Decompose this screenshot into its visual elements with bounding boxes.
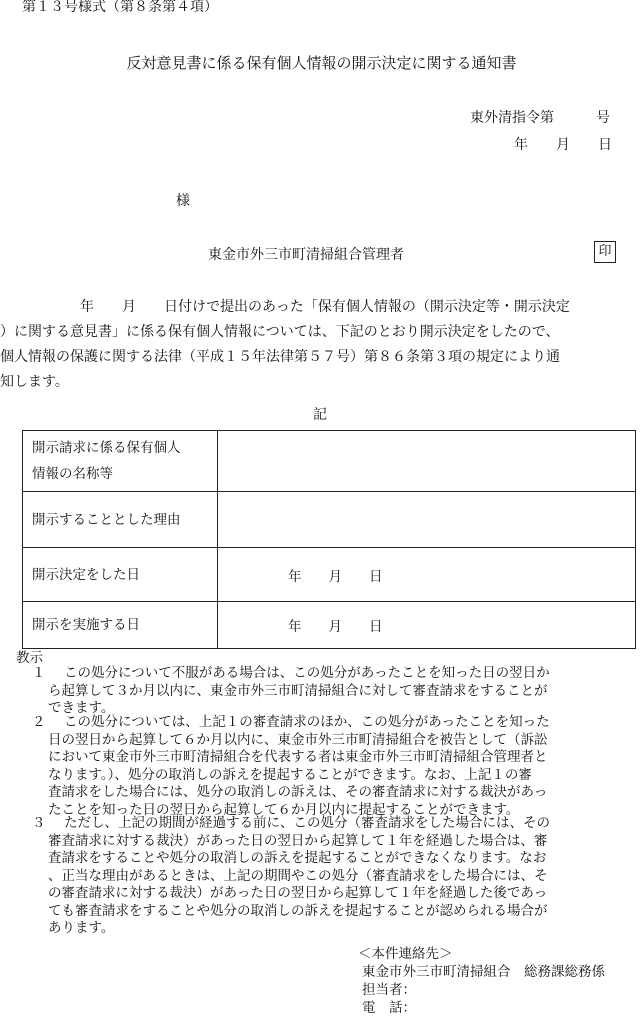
row-value-implementation-date: 年 月 日 (218, 602, 636, 649)
note-line: なります。）、処分の取消しの訴えを提起することができます。なお、上記１の審 (48, 766, 532, 783)
note-line: この処分について不服がある場合は、この処分があったことを知った日の翌日か (64, 665, 550, 681)
row-label-line: 情報の名称等 (32, 466, 113, 482)
note-line: において東金市外三市町清掃組合を代表する者は東金市外三市町清掃組合管理者と (48, 749, 548, 765)
note-line: 審査請求に対する裁決）があった日の翌日から起算して１年を経過した場合は、審 (48, 832, 548, 849)
row-label-line: 開示請求に係る保有個人 (32, 440, 181, 456)
note-line: 日の翌日から起算して６か月以内に、東金市外三市町清掃組合を被告として（訴訟 (48, 731, 548, 748)
body-line-4: 知します。 (0, 374, 69, 390)
note-line: この処分については、上記１の審査請求のほか、この処分があったことを知った (64, 714, 550, 730)
contact-person: 担当者： (362, 982, 416, 998)
note-number: １ (32, 665, 46, 681)
kyoji-heading: 教示 (16, 650, 43, 666)
form-number: 第１３号様式（第８条第４項） (22, 0, 218, 15)
note-line: ただし、上記の期間が経過する前に、この処分（審査請求をした場合には、その (64, 815, 550, 831)
body-line-2: ）に関する意見書」に係る保有個人情報については、下記のとおり開示決定をしたので、 (0, 324, 560, 340)
contact-heading: ＜本件連絡先＞ (358, 946, 453, 962)
document-title: 反対意見書に係る保有個人情報の開示決定に関する通知書 (126, 54, 517, 72)
note-number: ２ (32, 714, 46, 730)
seal-mark: 印 (594, 241, 616, 263)
table-row (23, 492, 636, 548)
row-value-decision-date: 年 月 日 (218, 548, 636, 602)
contact-phone: 電 話： (362, 1000, 416, 1016)
addressee: 様 (176, 193, 190, 209)
note-number: ３ (32, 815, 46, 831)
document-number: 東外清指令第 号 (470, 110, 610, 126)
body-line-1: 年 月 日付けで提出のあった「保有個人情報の（開示決定等・開示決定 (80, 299, 570, 315)
note-line: できます。 (48, 700, 115, 716)
row-label-implementation-date: 開示を実施する日 (23, 602, 218, 649)
note-line: ても審査請求をすることや処分の取消しの訴えを提起することが認められる場合が (48, 902, 548, 919)
row-value-info-name (218, 431, 636, 492)
note-line: 、正当な理由があるときは、上記の期間やこの処分（審査請求をした場合には、そ (48, 867, 548, 884)
ki-heading: 記 (313, 407, 327, 423)
body-line-3: 個人情報の保護に関する法律（平成１５年法律第５７号）第８６条第３項の規定により通 (0, 349, 560, 365)
row-value-reason (218, 492, 636, 548)
issuer: 東金市外三市町清掃組合管理者 (208, 247, 404, 263)
note-line: の審査請求に対する裁決）があった日の翌日から起算して１年を経過した後であっ (48, 885, 548, 901)
table-row (23, 548, 636, 602)
note-line: たことを知った日の翌日から起算して６か月以内に提起することができます。 (48, 801, 520, 818)
row-label-info-name (23, 431, 218, 492)
row-label-decision-date: 開示決定をした日 (23, 548, 218, 602)
row-label-reason: 開示することとした理由 (23, 492, 218, 548)
note-line: あります。 (48, 920, 115, 936)
note-line: 査請求をした場合には、処分の取消しの訴えは、その審査請求に対する裁決があっ (48, 784, 548, 800)
note-line: 査請求をすることや処分の取消しの訴えを提起することができなくなります。なお (48, 850, 547, 866)
disclosure-table (22, 430, 636, 649)
note-line: ら起算して３か月以内に、東金市外三市町清掃組合に対して審査請求をすることが (48, 682, 548, 699)
table-row (23, 431, 636, 492)
contact-organization: 東金市外三市町清掃組合 総務課総務係 (362, 964, 605, 980)
table-row (23, 602, 636, 649)
document-date: 年 月 日 (514, 137, 612, 153)
